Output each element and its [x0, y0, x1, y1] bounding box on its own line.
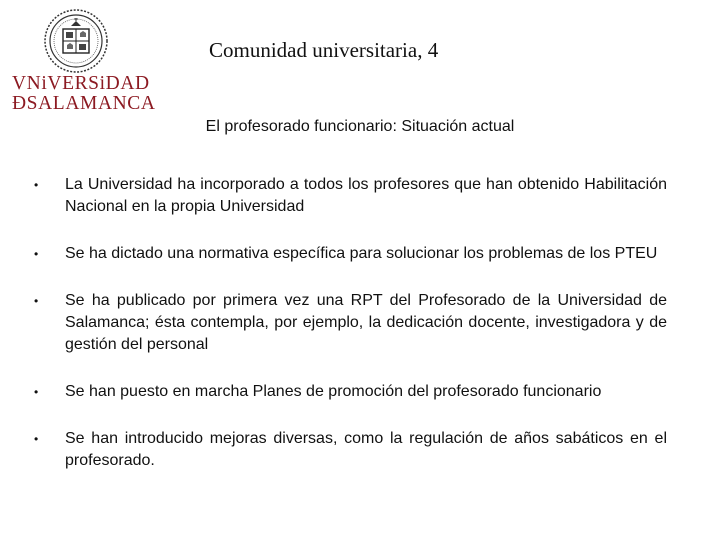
university-logo [10, 8, 156, 114]
bullet-item [34, 381, 667, 403]
bullet-list [34, 174, 667, 497]
bullet-item [34, 428, 667, 472]
bullet-marker: • [34, 432, 39, 446]
bullet-marker: • [34, 247, 39, 261]
slide-header-title: Comunidad universitaria, 4 [209, 38, 439, 62]
bullet-item [34, 174, 667, 218]
bullet-text: Se ha publicado por primera vez una RPT del Profesorado de la Universidad de Salamanca; ésta contempla, por ejemplo, la dedicación docente, investigadora y de gestión del personal [65, 292, 667, 353]
bullet-item [34, 243, 667, 265]
bullet-text: La Universidad ha incorporado a todos los profesores que han obtenido Habilitación Nacional en la propia Universidad [65, 176, 667, 215]
bullet-marker: • [34, 178, 39, 192]
university-name-line2: ÐSALAMANCA [12, 93, 156, 114]
bullet-item [34, 290, 667, 356]
bullet-text: Se han puesto en marcha Planes de promoción del profesorado funcionario [65, 383, 602, 400]
university-name-line1: VNiVERSiDAD [12, 73, 150, 94]
bullet-marker: • [34, 385, 39, 399]
slide-subtitle [0, 117, 720, 136]
university-seal-icon [43, 8, 109, 74]
bullet-text: Se ha dictado una normativa específica para solucionar los problemas de los PTEU [65, 245, 658, 262]
bullet-marker: • [34, 294, 39, 308]
bullet-text: Se han introducido mejoras diversas, como la regulación de años sabáticos en el profesorado. [65, 430, 667, 469]
slide-subtitle-text: El profesorado funcionario: Situación actual [205, 118, 515, 135]
